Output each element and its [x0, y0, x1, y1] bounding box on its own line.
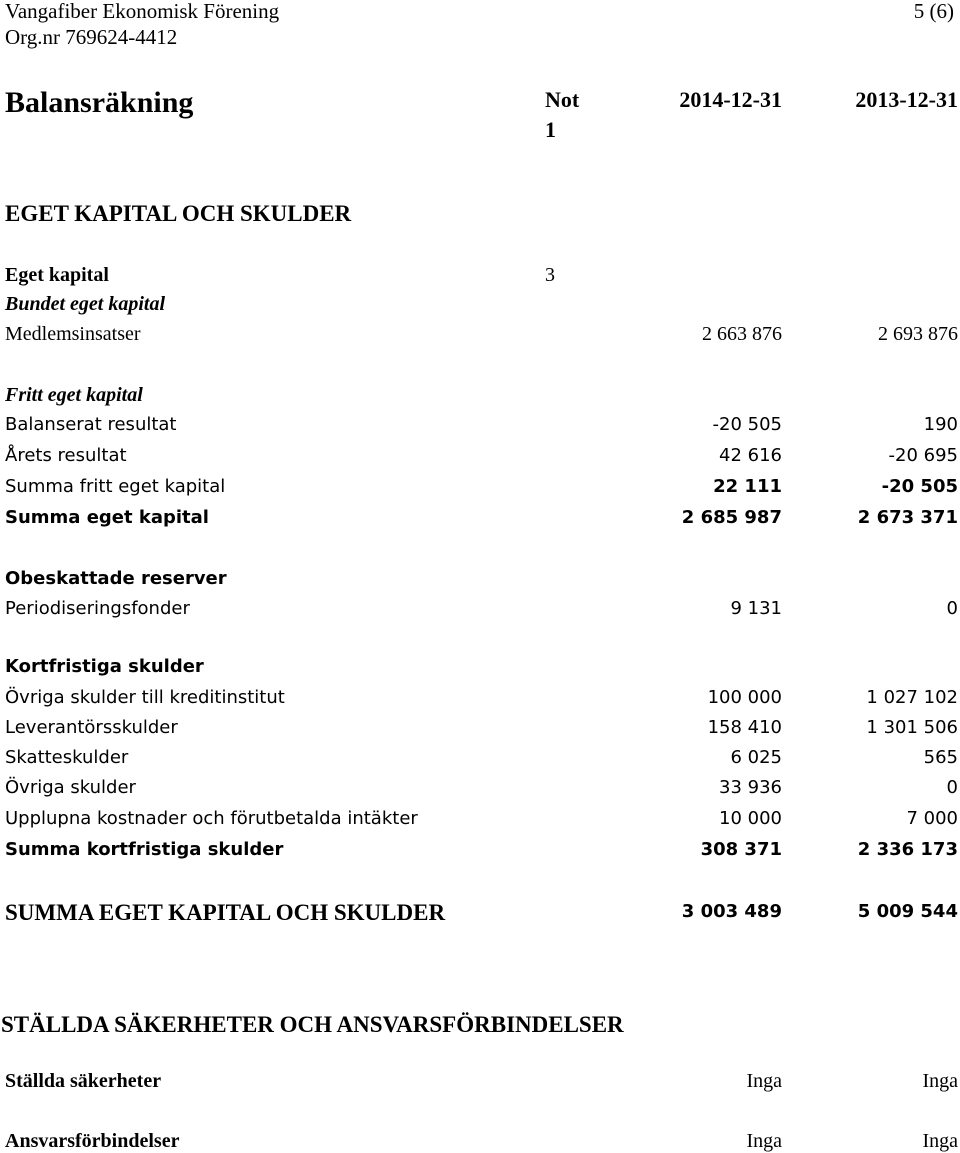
value-2014: 2 663 876: [702, 323, 782, 345]
value-2014: Inga: [746, 1130, 782, 1152]
row-label: Upplupna kostnader och förutbetalda intäkter: [5, 808, 418, 829]
value-2014: 158 410: [707, 717, 782, 738]
row-label: Ställda säkerheter: [5, 1070, 162, 1092]
column-2014: 2014-12-31: [679, 87, 782, 112]
value-2013: 565: [923, 747, 958, 768]
row-label: Övriga skulder till kreditinstitut: [5, 687, 285, 708]
value-2013: Inga: [922, 1070, 958, 1092]
value-2014: 9 131: [730, 598, 782, 619]
org-number: Org.nr 769624-4412: [5, 25, 178, 49]
equity-heading: Eget kapital: [5, 264, 109, 286]
value-2013: 0: [946, 598, 958, 619]
row-label: Årets resultat: [5, 445, 127, 466]
row-label: Övriga skulder: [5, 777, 136, 798]
note-column-label: Not: [545, 87, 580, 112]
value-2014: Inga: [746, 1070, 782, 1092]
value-2014: 100 000: [707, 687, 782, 708]
value-2014: 308 371: [700, 839, 782, 860]
row-label: Skatteskulder: [5, 747, 129, 768]
note-column-value: 1: [545, 117, 556, 142]
section-equity-liabilities: EGET KAPITAL OCH SKULDER: [5, 201, 352, 226]
value-2014: 3 003 489: [681, 901, 782, 922]
value-2014: 22 111: [713, 476, 782, 497]
value-2013: -20 695: [888, 445, 958, 466]
page-title: Balansräkning: [5, 86, 194, 119]
value-2013: 1 027 102: [866, 687, 958, 708]
value-2014: 33 936: [719, 777, 782, 798]
row-label: Ansvarsförbindelser: [5, 1130, 180, 1152]
value-2013: 0: [946, 777, 958, 798]
organization-name: Vangafiber Ekonomisk Förening: [5, 0, 280, 23]
restricted-equity-heading: Bundet eget kapital: [5, 293, 165, 315]
value-2014: 42 616: [719, 445, 782, 466]
row-label: Leverantörsskulder: [5, 717, 178, 738]
current-liabilities-heading: Kortfristiga skulder: [5, 656, 204, 677]
row-label: Summa eget kapital: [5, 507, 209, 528]
free-equity-heading: Fritt eget kapital: [5, 384, 143, 406]
row-label: Medlemsinsatser: [5, 323, 141, 345]
row-label: Periodiseringsfonder: [5, 598, 190, 619]
value-2014: 10 000: [719, 808, 782, 829]
value-2014: 2 685 987: [681, 507, 782, 528]
section-pledges-contingencies: STÄLLDA SÄKERHETER OCH ANSVARSFÖRBINDELSER: [1, 1012, 624, 1037]
value-2014: -20 505: [712, 414, 782, 435]
value-2013: 2 336 173: [857, 839, 958, 860]
value-2014: 6 025: [730, 747, 782, 768]
page-indicator: 5 (6): [913, 0, 954, 23]
row-label: SUMMA EGET KAPITAL OCH SKULDER: [5, 900, 446, 925]
value-2013: 7 000: [906, 808, 958, 829]
row-label: Summa fritt eget kapital: [5, 476, 226, 497]
untaxed-reserves-heading: Obeskattade reserver: [5, 568, 227, 589]
equity-note: 3: [545, 264, 555, 286]
column-2013: 2013-12-31: [855, 87, 958, 112]
value-2013: -20 505: [881, 476, 958, 497]
value-2013: 2 693 876: [878, 323, 958, 345]
value-2013: 2 673 371: [857, 507, 958, 528]
value-2013: 190: [923, 414, 958, 435]
row-label: Summa kortfristiga skulder: [5, 839, 284, 860]
row-label: Balanserat resultat: [5, 414, 177, 435]
value-2013: 5 009 544: [857, 901, 958, 922]
value-2013: Inga: [922, 1130, 958, 1152]
value-2013: 1 301 506: [866, 717, 958, 738]
